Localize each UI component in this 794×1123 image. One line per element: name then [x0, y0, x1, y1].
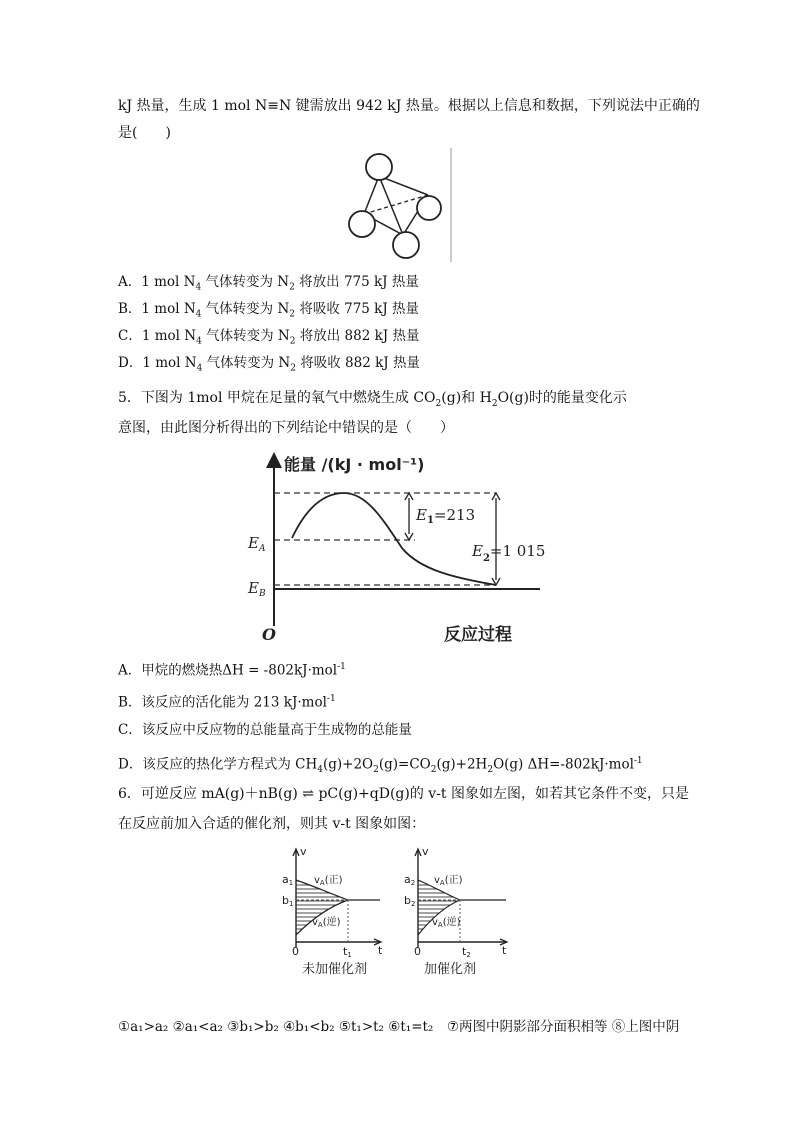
atom-top [366, 154, 392, 180]
svg-text:t: t [378, 944, 383, 957]
q4-option-c: C．1 mol $N_4$ 气体转变为 $N_2$ 将放出 882 kJ 热量 [118, 328, 420, 347]
energy-profile-diagram [240, 448, 560, 648]
svg-text:t1: t1 [343, 945, 352, 959]
q4-text-line2: 是( ) [118, 125, 171, 141]
q6-statements: ①a₁>a₂ ②a₁<a₂ ③b₁>b₂ ④b₁<b₂ ⑤t₁>t₂ ⑥t₁=t₂ ⑦两图中阴影部分面积相等 ⑧上图中阴 [118, 1019, 680, 1035]
vt-graph-uncatalyzed [276, 843, 392, 979]
svg-text:b2: b2 [404, 894, 416, 908]
q5-option-b: B．该反应的活化能为 213 kJ·mol$^{-1}$ [118, 694, 336, 711]
caption-catalyzed: 加催化剂 [424, 962, 477, 977]
x-axis-label: 反应过程 [444, 625, 512, 645]
svg-text:v: v [300, 845, 307, 858]
svg-text:vA(逆): $v_A$(逆) [312, 917, 341, 929]
q4-option-b: B．1 mol $N_4$ 气体转变为 $N_2$ 将吸收 775 kJ 热量 [118, 301, 420, 320]
svg-text:vA(正): $v_A$(正) [434, 875, 463, 887]
svg-text:0: 0 [292, 945, 299, 958]
vt-graph-catalyzed [398, 843, 514, 979]
svg-text:v: v [422, 845, 429, 858]
q6-text-line1: 6．可逆反应 mA(g)＋nB(g) ⇌ pC(g)+qD(g)的 v-t 图象如左图，如若其它条件不变，只是 [118, 786, 689, 802]
q5-option-c: C．该反应中反应物的总能量高于生成物的总能量 [118, 722, 412, 738]
q5-option-d: D．该反应的热化学方程式为 $CH_4(g)+2O_2(g)=CO_2(g)+2H_2O(g)$ ΔH=-802kJ·mol$^{-1}$ [118, 756, 643, 776]
y-axis-label: 能量 /(kJ · mol⁻¹) [284, 455, 425, 474]
eb-label: $E_B$ [248, 579, 266, 599]
q5-text-line2: 意图，由此图分析得出的下列结论中错误的是（ ） [118, 420, 454, 436]
atom-right [417, 196, 441, 220]
n4-tetrahedron-figure [340, 148, 452, 264]
svg-text:a1: a1 [282, 873, 294, 887]
origin-label: O [262, 625, 276, 644]
svg-text:t2: t2 [462, 945, 471, 959]
equilibrium-arrow: ⇌ [302, 786, 315, 802]
atom-left [349, 211, 375, 237]
e2-label: $E_2=1$ 015 [472, 542, 546, 564]
svg-text:b1: b1 [282, 894, 294, 908]
svg-text:vA(逆): $v_A$(逆) [432, 917, 461, 929]
svg-text:0: 0 [414, 945, 421, 958]
atom-bottom [393, 232, 419, 258]
q4-option-a: A．1 mol $N_4$ 气体转变为 $N_2$ 将放出 775 kJ 热量 [118, 274, 419, 293]
q4-text-line1: kJ 热量，生成 1 mol N≡N 键需放出 942 kJ 热量。根据以上信息和数据，下列说法中正确的 [118, 98, 700, 114]
e1-label: $E_1=213$ [416, 506, 476, 526]
svg-text:t: t [502, 944, 507, 957]
q5-option-a: A．甲烷的燃烧热ΔH = -802kJ·mol$^{-1}$ [118, 662, 346, 679]
caption-uncatalyzed: 未加催化剂 [302, 962, 368, 977]
q4-option-d: D．1 mol $N_4$ 气体转变为 $N_2$ 将吸收 882 kJ 热量 [118, 355, 420, 374]
q5-text-line1: 5．下图为 1mol 甲烷在足量的氧气中燃烧生成 $CO_2(g)$和 $H_2O(g)$时的能量变化示 [118, 390, 627, 409]
ea-label: $E_A$ [248, 534, 266, 554]
q6-text-line2: 在反应前加入合适的催化剂，则其 v-t 图象如图： [118, 816, 426, 832]
svg-text:a2: a2 [404, 873, 416, 887]
svg-text:vA(正): $v_A$(正) [314, 875, 343, 887]
